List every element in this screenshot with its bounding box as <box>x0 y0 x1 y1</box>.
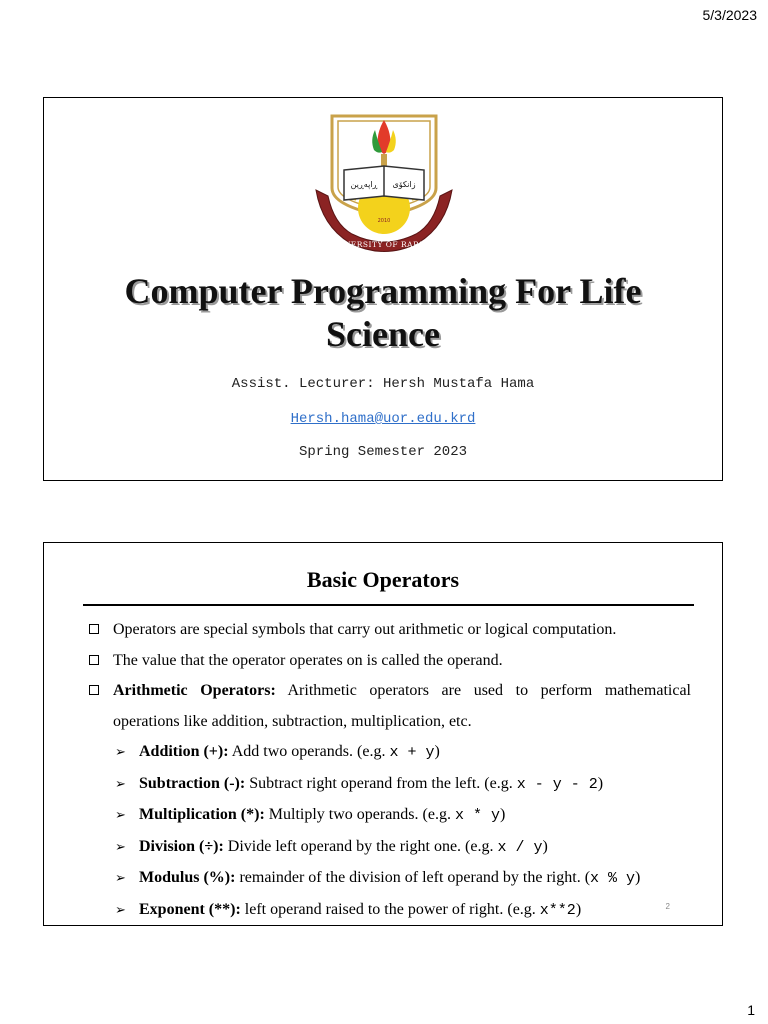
checkbox-bullet-icon <box>89 624 99 634</box>
slide-basic-operators <box>43 542 723 926</box>
operator-item-multiplication: ➢ Multiplication (*): Multiply two operands. (e.g. x * y) <box>89 800 691 832</box>
arrow-bullet-icon: ➢ <box>115 775 126 791</box>
lecturer-name: Assist. Lecturer: Hersh Mustafa Hama <box>231 376 535 392</box>
slide-title <box>43 97 723 481</box>
slide-number: 2 <box>665 902 670 911</box>
arrow-bullet-icon: ➢ <box>115 807 126 822</box>
page-number: 1 <box>747 1002 755 1018</box>
operator-item-addition: ➢ Addition (+): Add two operands. (e.g. x + y) <box>89 737 691 769</box>
email-container <box>44 411 722 427</box>
university-logo <box>312 108 456 258</box>
arrow-bullet-icon: ➢ <box>115 870 126 885</box>
svg-text:UNIVERSITY OF RAPARIN: UNIVERSITY OF RAPARIN <box>327 240 441 249</box>
svg-text:ڕاپەڕین: ڕاپەڕین <box>350 180 378 189</box>
slide-heading: Basic Operators <box>306 567 460 592</box>
list-item: The value that the operator operates on is called the operand. <box>89 646 691 677</box>
title-line-1: Computer Programming For Life <box>124 271 642 311</box>
checkbox-bullet-icon <box>89 655 99 665</box>
checkbox-bullet-icon <box>89 685 99 695</box>
svg-text:2010: 2010 <box>377 218 391 224</box>
header-date: 5/3/2023 <box>702 7 757 23</box>
email-link[interactable]: Hersh.hama@uor.edu.krd <box>290 411 476 427</box>
title-line-2: Science <box>326 314 440 354</box>
arrow-bullet-icon: ➢ <box>115 901 126 917</box>
heading-divider <box>83 604 694 606</box>
operator-item-exponent: ➢ Exponent (**): left operand raised to the power of right. (e.g. x**2) <box>89 895 691 927</box>
bullet-list <box>89 615 691 926</box>
operator-item-modulus: ➢ Modulus (%): remainder of the division of left operand by the right. (x % y) <box>89 863 691 895</box>
arrow-bullet-icon: ➢ <box>115 744 126 759</box>
presentation-title <box>44 270 722 356</box>
operator-item-division: ➢ Division (÷): Divide left operand by the right one. (e.g. x / y) <box>89 832 691 864</box>
list-item: Operators are special symbols that carry out arithmetic or logical computation. <box>89 615 691 646</box>
semester-label: Spring Semester 2023 <box>298 444 468 460</box>
svg-text:زانکۆی: زانکۆی <box>392 180 416 189</box>
list-item: Arithmetic Operators: Arithmetic operators are used to perform mathematical operations like addition, subtraction, multiplication, etc. <box>89 676 691 737</box>
operator-item-subtraction: ➢ Subtraction (-): Subtract right operand from the left. (e.g. x - y - 2) <box>89 769 691 801</box>
arrow-bullet-icon: ➢ <box>115 838 126 854</box>
